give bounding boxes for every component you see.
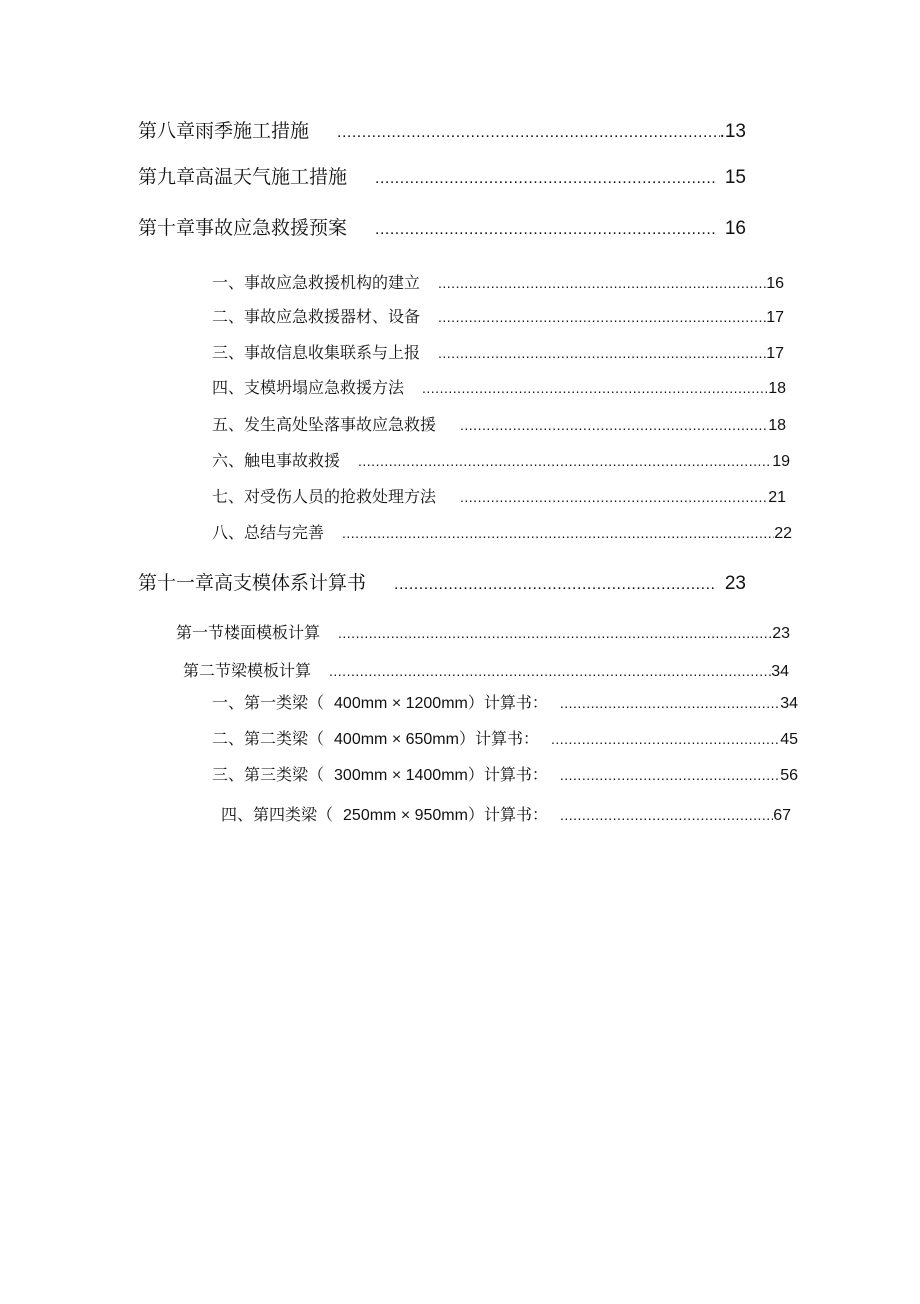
beam-suffix: ）计算书： [467, 805, 548, 824]
toc-entry-page: 17 [766, 309, 784, 326]
toc-entry-chapter-10 [138, 213, 746, 240]
toc-entry-page: .13 [719, 121, 746, 142]
toc-entry-beam [212, 726, 798, 749]
beam-prefix: 一、第一类梁（ [212, 693, 325, 712]
toc-entry-page: 18 [768, 380, 786, 397]
toc-entry-item [212, 340, 784, 363]
beam-dimension: 400mm × 1200mm [334, 695, 468, 712]
toc-entry-page: 34 [780, 695, 798, 712]
toc-entry-label [212, 762, 548, 785]
toc-entry-label: 七、对受伤人员的抢救处理方法 [212, 487, 437, 506]
beam-suffix: ）计算书： [467, 765, 548, 784]
toc-entry-page: 34 [771, 663, 789, 680]
toc-entry-label: 第九章高温天气施工措施 [138, 166, 348, 188]
beam-prefix: 四、第四类梁（ [221, 805, 334, 824]
toc-entry-label: 第八章雨季施工措施 [138, 120, 310, 142]
toc-entry-chapter-11 [138, 568, 746, 595]
toc-entry-label: 一、事故应急救援机构的建立 [212, 273, 421, 292]
toc-entry-label: 三、事故信息收集联系与上报 [212, 343, 421, 362]
toc-leader-dots [460, 489, 768, 505]
toc-entry-section [183, 658, 789, 681]
toc-leader-dots [438, 275, 766, 291]
toc-entry-page: 56 [780, 767, 798, 784]
toc-entry-label [221, 802, 548, 825]
toc-entry-beam [212, 762, 798, 785]
toc-leader-dots [560, 807, 773, 823]
toc-entry-item [212, 484, 786, 507]
toc-entry-label: 第十一章高支模体系计算书 [138, 572, 367, 594]
toc-entry-page: 16 [766, 275, 784, 292]
toc-entry-page: 16 [724, 218, 746, 239]
toc-entry-item [212, 520, 792, 543]
beam-suffix: ）计算书： [458, 729, 539, 748]
toc-entry-label: 五、发生高处坠落事故应急救援 [212, 415, 437, 434]
toc-entry-item [212, 270, 784, 293]
toc-leader-dots [422, 380, 768, 396]
beam-suffix: ）计算书： [467, 693, 548, 712]
toc-entry-label [212, 726, 539, 749]
toc-entry-page: 23 [772, 625, 790, 642]
toc-leader-dots [342, 525, 774, 541]
toc-entry-page: 18 [768, 417, 786, 434]
toc-leader-dots [338, 625, 772, 641]
toc-entry-item [212, 375, 786, 398]
toc-leader-dots [438, 345, 766, 361]
toc-leader-dots [375, 170, 717, 188]
toc-leader-dots [551, 731, 780, 747]
toc-entry-page: 22 [774, 525, 792, 542]
toc-entry-label: 六、触电事故救援 [212, 451, 341, 470]
toc-entry-item [212, 412, 786, 435]
toc-entry-item [212, 304, 784, 327]
toc-leader-dots [329, 663, 771, 679]
toc-leader-dots [460, 417, 768, 433]
beam-prefix: 二、第二类梁（ [212, 729, 325, 748]
toc-entry-page: 45 [780, 731, 798, 748]
toc-leader-dots [560, 695, 780, 711]
beam-dimension: 250mm × 950mm [343, 807, 468, 824]
toc-entry-page: 23 [724, 573, 746, 594]
beam-dimension: 300mm × 1400mm [334, 767, 468, 784]
toc-entry-page: 17 [766, 345, 784, 362]
toc-entry-item [212, 448, 790, 471]
toc-leader-dots [438, 309, 766, 325]
toc-entry-label: 第一节楼面模板计算 [176, 623, 321, 642]
toc-entry-section [176, 620, 790, 643]
toc-entry-label: 二、事故应急救援器材、设备 [212, 307, 421, 326]
toc-leader-dots [560, 767, 780, 783]
toc-entry-page: 67 [773, 807, 791, 824]
toc-entry-beam [221, 802, 791, 825]
toc-entry-beam [212, 690, 798, 713]
toc-leader-dots [358, 453, 772, 469]
toc-entry-label: 第十章事故应急救援预案 [138, 217, 348, 239]
toc-entry-label: 第二节梁模板计算 [183, 661, 312, 680]
toc-entry-label: 八、总结与完善 [212, 523, 325, 542]
toc-entry-chapter-8 [138, 116, 746, 143]
beam-prefix: 三、第三类梁（ [212, 765, 325, 784]
toc-entry-chapter-9 [138, 162, 746, 189]
toc-entry-label [212, 690, 548, 713]
toc-entry-label: 四、支模坍塌应急救援方法 [212, 378, 405, 397]
toc-entry-page: 19 [772, 453, 790, 470]
toc-leader-dots [394, 576, 717, 594]
beam-dimension: 400mm × 650mm [334, 731, 459, 748]
toc-entry-page: 21 [768, 489, 786, 506]
toc-entry-page: 15 [724, 167, 746, 188]
toc-leader-dots [337, 124, 720, 142]
toc-leader-dots [375, 221, 717, 239]
